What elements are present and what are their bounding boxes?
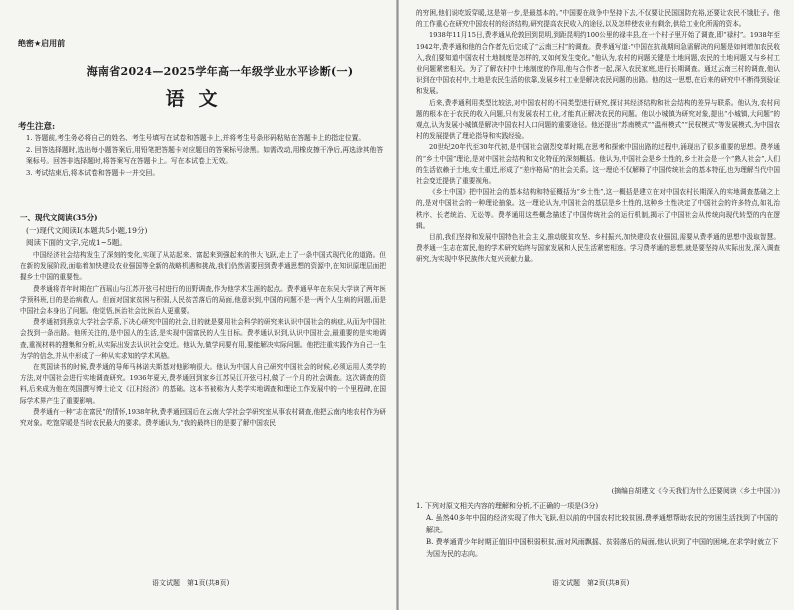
passage-paragraph: 的穷困,他们说吃饭穿暖,这是第一步,是最基本的。”中国要在战争中坚持下去,不仅要让民国国防充裕,还要让农民不饿肚子。他的工作重心在研究中国农村的经济结构,研究提高农民收入的途径,以及怎样使农业有剩余,供给工业化所需的资本。 xyxy=(416,9,780,29)
passage-paragraph: 1938年11月15日,费孝通从伦敦回到昆明,到距昆明约100公里的禄丰县,在一个村子里开始了调查,即“禄村”。1938年至1942年,费孝通和他的合作者先后完成了“云南三村”的调查。费孝通写道:“中国在抗战期间急需解决的问题是如何增加农民收入,我们要知道中国农村土地制度是怎样的,又如何发生变化。”他认为,农村的问题关键是土地问题,农民的土地问题又与乡村工业问题紧密相关。为了了解农村中土地制度的作用,他与合作者一起,深入农民家庭,进行长期调查。通过云南三村的调查,他认识到在中国农村中,土地是农民生活的依靠,发展乡村工业是解决农民问题的出路。他的这一思想,在后来的研究中不断得到验证和发展。 xyxy=(416,31,780,96)
passage-paragraph: 《乡土中国》把中国社会的基本结构和特征概括为“乡土性”,这一概括是建立在对中国农村长期深入的实地调查基础之上的,是对中国社会的一种理论抽象。这一理论认为,中国社会的基层是乡土性的,这种乡土性决定了中国社会的许多特点,如礼治秩序、长老统治、无讼等。费孝通用这些概念描述了中国传统社会的运行机制,揭示了中国社会从传统向现代转型的内在逻辑。 xyxy=(416,188,780,230)
passage-source: (摘编自胡建文《今天我们为什么还要阅读〈乡土中国〉》) xyxy=(611,487,780,495)
notice-heading: 考生注意: xyxy=(18,122,56,132)
notice-item: 1. 答题前,考生务必将自己的姓名、考生号填写在试卷和答题卡上,并将考生号条形码粘贴在答题卡上的指定位置。 xyxy=(26,134,366,142)
notice-list xyxy=(26,133,386,179)
reading-instruction: 阅读下面的文字,完成1~5题。 xyxy=(26,238,127,247)
question-1 xyxy=(416,500,780,572)
section-heading: 一、现代文阅读(35分) xyxy=(20,213,98,222)
page-footer: 语文试题 第2页(共8页) xyxy=(552,579,630,587)
page-footer: 语文试题 第1页(共8页) xyxy=(152,579,230,587)
question-option: A. 虽然40多年中国的经济实现了伟大飞跃,但以前的中国农村比较贫困,费孝通想帮助农民的穷困生活找到了中国的解决。 xyxy=(426,514,778,534)
page-gutter xyxy=(396,0,399,610)
notice-item: 2. 回答选择题时,选出每小题答案后,用铅笔把答题卡对应题目的答案标号涂黑。如需改动,用橡皮擦干净后,再选涂其他答案标号。回答非选择题时,将答案写在答题卡上。写在本试卷上无效。 xyxy=(26,145,384,165)
passage-paragraph: 目前,我们坚持和发展中国特色社会主义,推动脱贫攻坚、乡村振兴,加快建设农业强国,需要从费孝通的思想中汲取智慧。费孝通一生志在富民,他的学术研究始终与国家发展和人民生活紧密相连。学习费孝通的思想,就是要坚持从实际出发,深入调查研究,为实现中华民族伟大复兴贡献力量。 xyxy=(416,233,780,264)
passage-paragraph: 费孝通将青年时期在广西瑶山与江苏开弦弓村进行的田野调查,作为他学术生涯的起点。费孝通早年在东吴大学读了两年医学预科班,目的是治病救人。但面对国家贫困与积弱,人民贫苦落后的局面,他意识到,中国的问题不是一两个人生病的问题,而是中国社会本身出了问题。他觉悟,医治社会比医治人更重要。 xyxy=(20,284,386,316)
subsection-heading: (一)现代文阅读Ⅰ(本题共5小题,19分) xyxy=(26,226,148,235)
confidential-mark: 绝密★启用前 xyxy=(18,39,66,48)
question-stem: 1. 下列对原文相关内容的理解和分析,不正确的一项是(3分) xyxy=(416,502,599,510)
question-option: B. 费孝通青少年时期正值旧中国积弱积贫,面对风雨飘摇、贫弱落后的局面,他认识到了中国的困境,在求学时就立下为国为民的志向。 xyxy=(426,538,779,558)
reading-passage xyxy=(20,250,386,572)
passage-paragraph: 20世纪20年代至30年代初,是中国社会剧烈变革时期,在思考和探索中国出路的过程中,涌现出了很多重要的思想。费孝通的“乡土中国”理论,是对中国社会结构和文化特征的深刻概括。他认为,中国社会是乡土性的,乡土社会是一个“熟人社会”,人们的生活依赖于土地,安土重迁,形成了“差序格局”的社会关系。这一理论不仅解释了中国传统社会的基本特征,也为理解当代中国社会变迁提供了重要视角。 xyxy=(416,143,780,186)
passage-paragraph: 费孝通有一种“志在富民”的情怀,1938年秋,费孝通回国后在云南大学社会学研究室从事农村调查,他把云南内地农村作为研究对象。吃饱穿暖是当时农民最大的要求。费孝通认为,“我的最终目的是要了解中国农民 xyxy=(20,407,386,428)
passage-paragraph: 后来,费孝通利用类型比较法,对中国农村的不同类型进行研究,探讨其经济结构和社会结构的差异与联系。他认为,农村问题的根本在于农民的收入问题,只有发展农村工业,才能真正解决农民的问题。他以小城镇为研究对象,提出“小城镇,大问题”的观点,认为发展小城镇是解决中国农村人口问题的重要途径。他还提出“苏南模式”“温州模式”“民权模式”等发展模式,为中国农村的发展提供了理论指导和实践经验。 xyxy=(416,98,780,141)
passage-paragraph: 费孝通初到燕京大学社会学系,下决心研究中国的社会,目的就是要用社会科学的研究来认识中国社会的病症,从而为中国社会找到一条出路。他所关注的,是中国人的生活,是实现中国富民的人生目标。费孝通认识到,认识中国社会,最重要的是实地调查,重视材料的搜集和分析,从实际出发去认识社会变迁。他认为,做学问要有用,要能解决实际问题。他把注重实践作为自己一生为学的信念,并从中形成了一种从实求知的学术风格。 xyxy=(20,318,386,360)
exam-title: 海南省2024—2025学年高一年级学业水平诊断(一) xyxy=(86,65,354,78)
passage-paragraph: 中国经济社会结构发生了深刻的变化,实现了从站起来、富起来到强起来的伟大飞跃,走上了一条中国式现代化的道路。但在新的发展阶段,面临着加快建设农业强国等全新的战略机遇和挑战,我们仍然需要回到费孝通思想的资源中,在知识原理层面把握乡土中国的重要性。 xyxy=(20,251,386,282)
notice-item: 3. 考试结束后,将本试卷和答题卡一并交回。 xyxy=(26,168,160,177)
passage-paragraph: 在英国读书的时候,费孝通的导师马林诺夫斯基对他影响很大。他认为中国人自己研究中国社会的时候,必须运用人类学的方法,对中国社会进行实地调查研究。1936年夏天,费孝通回到家乡江苏吴江开弦弓村,做了一个月的社会调查。这次调查的资料,后来成为他在英国撰写博士论文《江村经济》的基础。这本书被称为人类学实地调查和理论工作发展中的一个里程碑,在国际学术界产生了重要影响。 xyxy=(20,363,386,405)
subject-title: 语文 xyxy=(165,88,232,110)
reading-passage-continued xyxy=(416,8,780,478)
